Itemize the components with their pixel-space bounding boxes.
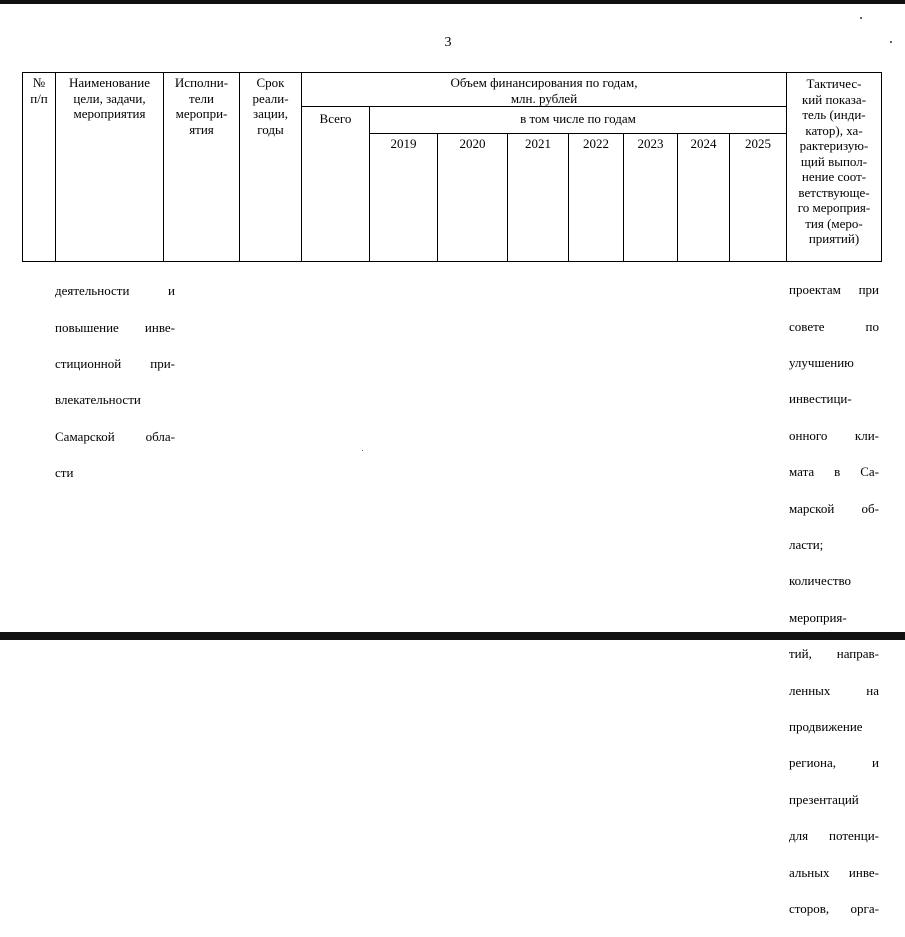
text-line: тий, направ- [789, 646, 879, 662]
column-header-total: Всего [302, 107, 370, 262]
year-header: 2023 [624, 134, 678, 262]
text-line: для потенци- [789, 828, 879, 844]
scan-speck [860, 17, 862, 19]
text-line: региона, и [789, 755, 879, 771]
text-line: ласти; [789, 537, 824, 553]
column-header-by-years: в том числе по годам [370, 107, 787, 134]
text-line: марской об- [789, 500, 879, 516]
text-line: улучшению [789, 355, 854, 371]
page-number: 3 [444, 35, 452, 50]
text-line: количество [789, 573, 852, 589]
text-line: ленных на [789, 682, 879, 698]
program-table-header [22, 72, 882, 262]
text-line: деятельности и [55, 283, 175, 299]
text-line: альных инве- [789, 864, 879, 880]
column-header-number: № п/п [23, 73, 56, 262]
year-header: 2024 [678, 134, 730, 262]
column-header-term: Срок реали- зации, годы [240, 73, 302, 262]
column-header-indicator: Тактичес- кий показа- тель (инди- катор), ха- рактеризую- щий выпол- нение соот- ветствующе- го мероприя- тия (меро- приятий) [787, 73, 882, 262]
column-header-name: Наименование цели, задачи, мероприятия [56, 73, 164, 262]
scan-top-border [0, 0, 905, 4]
scan-speck [362, 450, 363, 451]
text-line: мероприя- [789, 609, 847, 625]
task-name-continuation [55, 264, 175, 501]
text-line: повышение инве- [55, 319, 175, 335]
text-line: инвестици- [789, 391, 852, 407]
year-header: 2021 [508, 134, 569, 262]
text-line: мата в Са- [789, 464, 879, 480]
year-header: 2025 [730, 134, 787, 262]
text-line: совете по [789, 318, 879, 334]
text-line: онного кли- [789, 427, 879, 443]
column-header-executors: Исполни- тели меропри- ятия [164, 73, 240, 262]
text-line: сти [55, 465, 74, 481]
text-line: стиционной при- [55, 356, 175, 372]
column-header-funding: Объем финансирования по годам, млн. рублей [302, 73, 787, 107]
year-header: 2019 [370, 134, 438, 262]
scan-speck [890, 41, 892, 43]
year-header: 2022 [569, 134, 624, 262]
text-line: продвижение [789, 719, 863, 735]
text-line: влекательности [55, 392, 141, 408]
scan-bottom-border [0, 632, 905, 640]
year-header: 2020 [438, 134, 508, 262]
text-line: Самарской обла- [55, 428, 175, 444]
indicator-text-continuation [789, 263, 879, 937]
text-line: презентаций [789, 791, 859, 807]
text-line: сторов, орга- [789, 901, 879, 917]
text-line: проектам при [789, 282, 879, 298]
